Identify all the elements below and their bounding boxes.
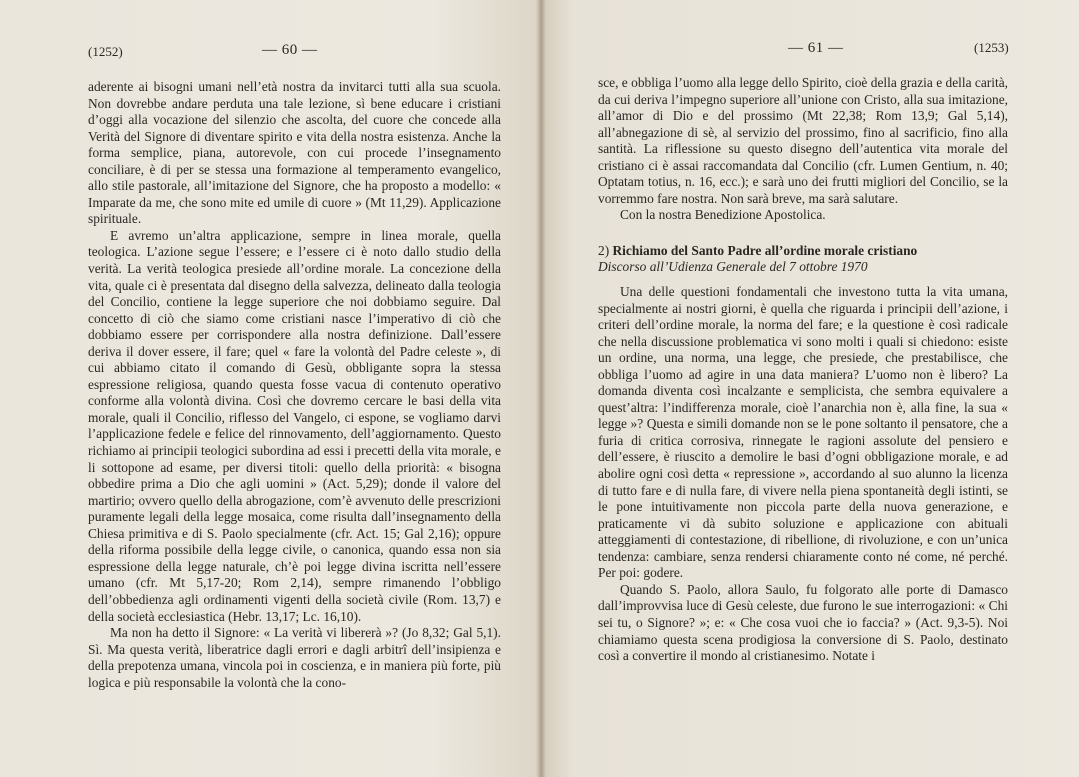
right-intro-paragraph: sce, e obbliga l’uomo alla legge dello Spirito, cioè della grazia e della carità, da cui deriva l’impegno superiore all’unione con Cristo, alla sua imitazione, all’amor di Dio e del prossimo (Mt 22,38; Rom 13,9; Gal 5,14), all’abnegazione di sè, al servizio del prossimo, fino al sacrificio, fino alla santità. La riflessione su questo disegno dell’autentica vita morale del cristiano ci è assai raccomandata dal Concilio (cfr. Lumen Gentium, n. 40; Optatam totius, n. 16, ecc.); e sarà uno dei frutti migliori del Concilio, se la vorremmo fare nostra. Non sarà breve, ma sarà salutare.	[598, 75, 1008, 206]
left-folio: (1252)	[88, 44, 123, 59]
right-page	[541, 0, 1079, 777]
section-number: 2)	[598, 242, 610, 258]
left-page-number: — 60 —	[262, 42, 318, 58]
section-heading	[598, 243, 1008, 260]
section-subtitle: Discorso all’Udienza Generale del 7 ottobre 1970	[598, 259, 868, 275]
left-paragraph: Ma non ha detto il Signore: « La verità vi libererà »? (Jo 8,32; Gal 5,1). Sì. Ma questa verità, liberatrice dagli errori e dagli arbitrî dell’insipienza e della prepotenza umana, vincola poi in coscienza, e in maniera più forte, più logica e più responsabile la volontà che la cono-	[88, 625, 501, 690]
right-paragraph: Quando S. Paolo, allora Saulo, fu folgorato alle porte di Damasco dall’improvvisa luce di Gesù celeste, due furono le sue interrogazioni: « Chi sei tu, o Signore? »; e: « Che cosa vuoi che io faccia? » (Act. 9,3-5). Noi chiamiamo questa scena prodigiosa la conversione di S. Paolo, destinato così a convertire il mondo al cristianesimo. Notate i	[598, 581, 1008, 664]
right-page-number: — 61 —	[788, 40, 844, 56]
right-paragraph: Una delle questioni fondamentali che investono tutta la vita umana, specialmente ai nostri giorni, è quella che riguarda i principii dell’azione, i criteri dell’ordine morale, la norma del fare; e la questione è così radicale che nella discussione problematica vi sono molti i quali si chiedono: esiste un ordine, una norma, una legge, che presiede, che prestabilisce, che obbliga l’uomo ad agire in una data maniera? L’uomo non è libero? La domanda diventa così incalzante e semplicista, che sembra equivalere a quest’altra: l’indifferenza morale, cioè l’anarchia non è, alla fine, la sua « legge »? Questa e simili domande non se le pone soltanto il pensatore, che a furia di critica corrosiva, rinnegate le ragioni assolute del pensiero e dell’essere, è riuscito a demolire le basi d’ogni obbligazione morale, e ad abolire ogni così detta « repressione », accordando al suo alunno la licenza di tutto fare e di nulla fare, di vivere nella piena spontaneità degli istinti, se le pone intuitivamente non piccola parte della nuova generazione, e praticamente vi dà subito soluzione e applicazione con abituali atteggiamenti di contestazione, di ribellione, di rivoluzione, e con un’unica tendenza: cambiare, senza rendersi chiaramente conto né come, né perché. Per poi: godere.	[598, 284, 1008, 581]
blessing-line: Con la nostra Benedizione Apostolica.	[620, 207, 826, 223]
book-gutter	[536, 0, 546, 777]
right-body-text	[598, 75, 1008, 665]
left-paragraph: E avremo un’altra applicazione, sempre in linea morale, quella teologica. L’azione segue l’essere; e l’essere ci è noto dallo studio della verità. La verità teologica presiede all’ordine morale. La concezione della vita, quale ci è presentata dal disegno della salvezza, delineato dalla teologia del Concilio, contiene la legge superiore che noi dobbiamo seguire. Dal concetto di ciò che siamo come cristiani nasce l’imperativo di ciò che dobbiamo essere per corrispondere alla nostra definizione. Dall’essere deriva il dover essere, il fare; quel « fare la volontà del Padre celeste », di cui abbiamo citato il comando di Gesù, obbligante sopra la stessa espressione religiosa, quando questa fosse vacua di contenuto operativo conforme alla volontà divina. Così che dovremo cercare le basi della vita morale, quali il Concilio, riflesso del Vangelo, ci espone, se vogliamo darvi l’applicazione fedele e felice del rinnovamento, dell’aggiornamento. Questo richiamo ai principii teologici subordina ad essi i precetti della vita morale, e li sottopone ad esame, per diversi titoli: quello della priorità: « bisogna obbedire prima a Dio che agli uomini » (Act. 5,29); donde il valore del martirio; ovvero quello della abrogazione, com’è avvenuto delle prescrizioni puramente legali della legge mosaica, come risulta dall’insegnamento della Chiesa primitiva e di S. Paolo specialmente (cfr. Act. 15; Gal 2,16); oppure della riforma possibile della legge civile, o canonica, quando essa non sia espressione della legge naturale, ch’è poi legge divina iscritta nell’essere umano (cfr. Mt 5,17-20; Rom 2,14), sempre rimanendo l’obbligo dell’obbedienza agli ordinamenti vigenti della società civile (Rom. 13,7) e della società ecclesiastica (Hebr. 13,17; Lc. 16,10).	[88, 227, 501, 624]
left-paragraph: aderente ai bisogni umani nell’età nostra da invitarci tutti alla sua scuola. Non dovrebbe andare perduta una tale lezione, sì bene educare i cristiani d’oggi alla vocazione del silenzio che ascolta, del cuore che concede alla Verità del Signore di diventare spirito e vita della nostra esistenza. Anche la forma semplice, piana, autorevole, con cui procede l’insegnamento conciliare, è di per se stessa una formazione al temperamento evangelico, allo stile pastorale, all’imitazione del Signore, che ha proposto a modello: « Imparate da me, che sono mite ed umile di cuore » (Mt 11,29). Applicazione spirituale.	[88, 79, 501, 227]
right-folio: (1253)	[974, 40, 1009, 55]
section-title: Richiamo del Santo Padre all’ordine morale cristiano	[612, 242, 918, 258]
left-body-text	[88, 79, 501, 691]
